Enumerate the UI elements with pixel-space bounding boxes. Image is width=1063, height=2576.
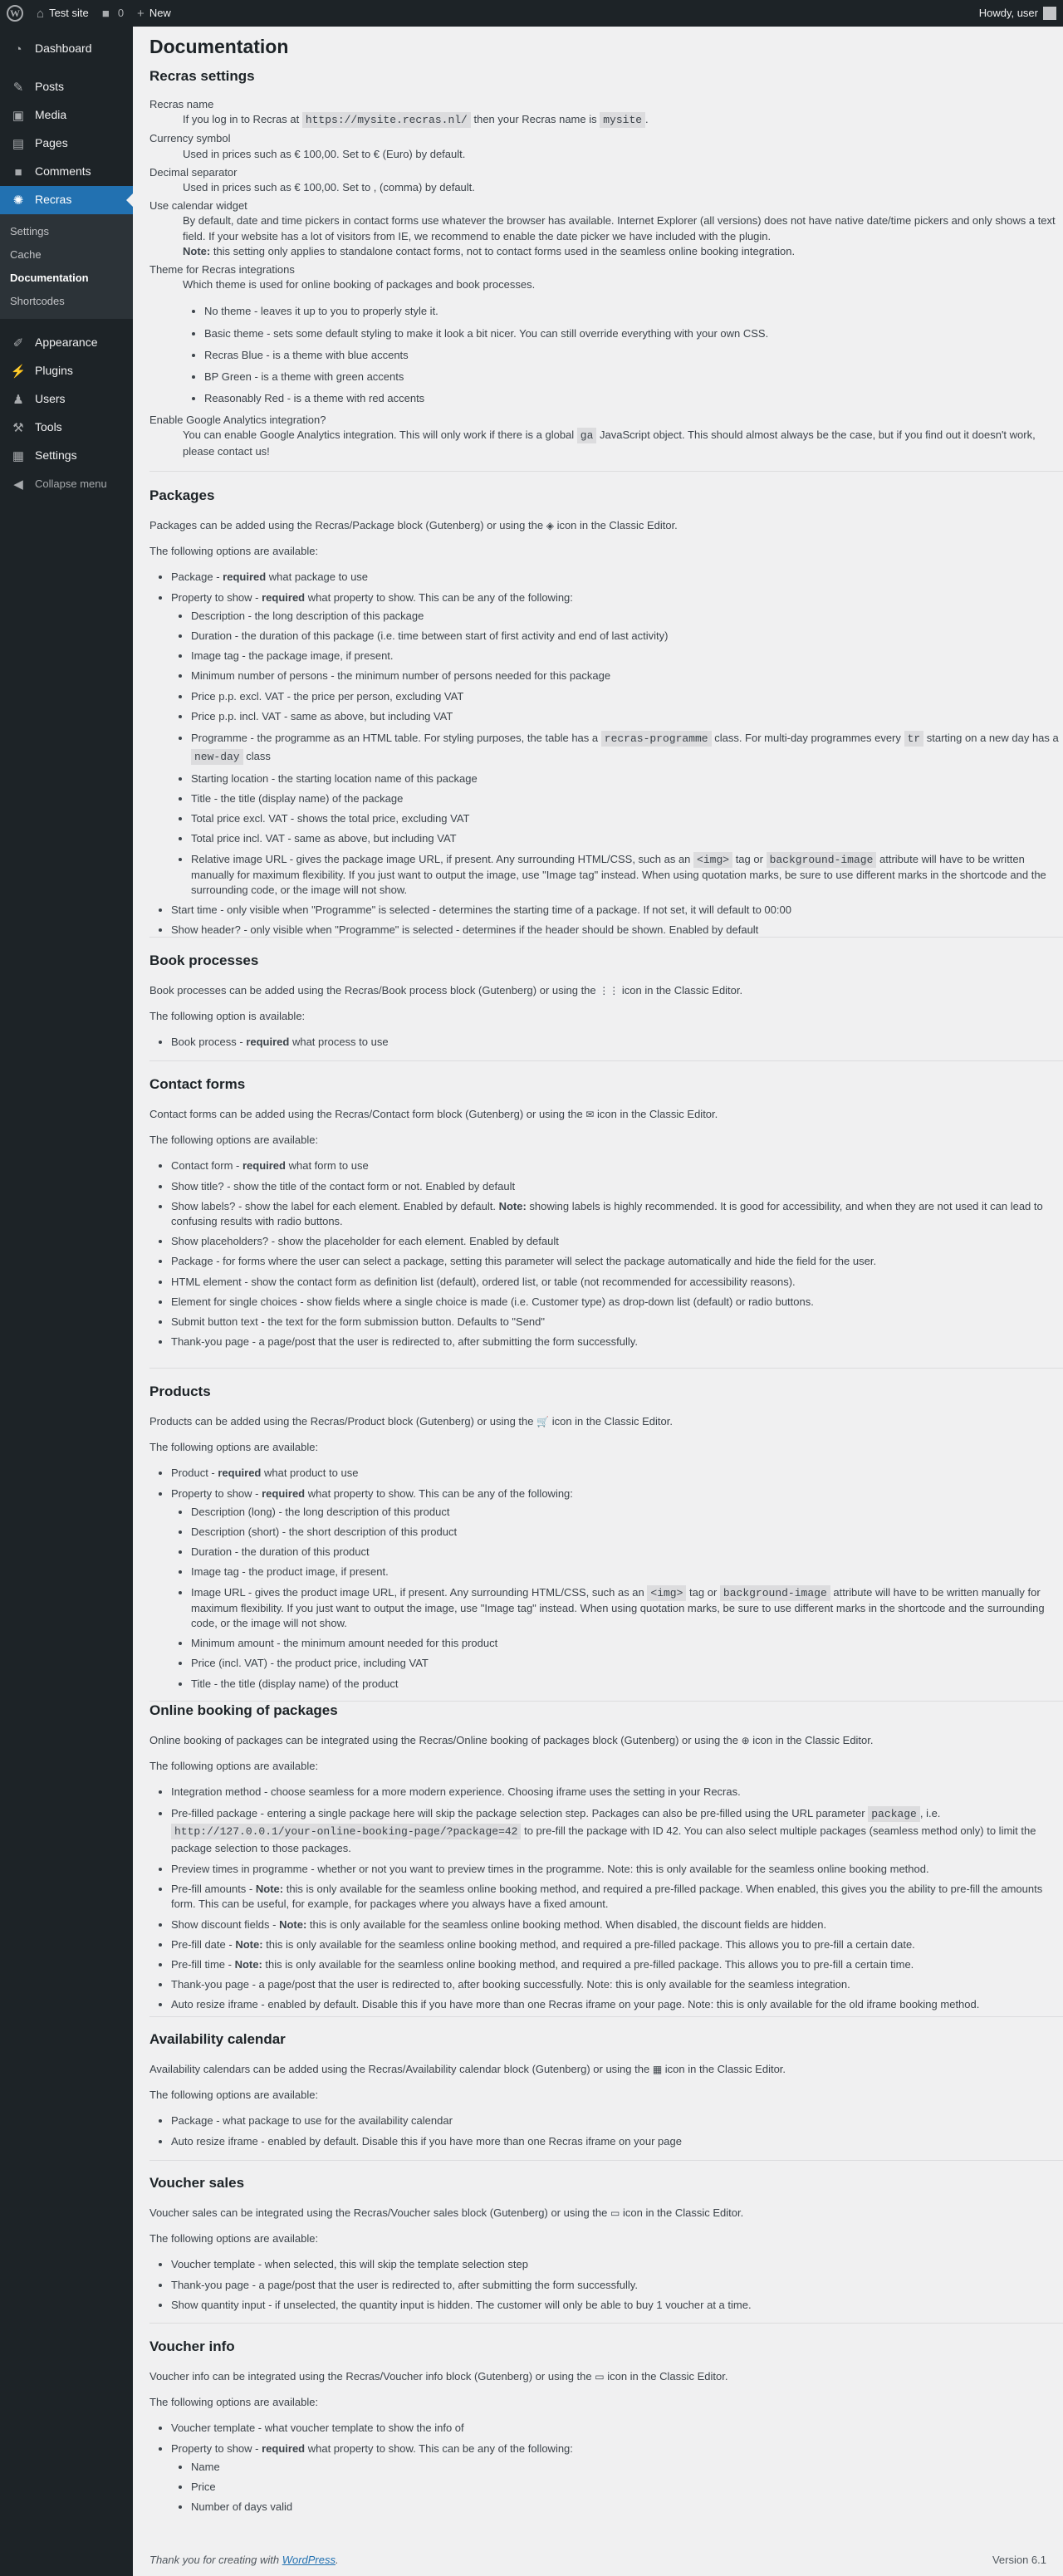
list-item: • Contact form - required what form to use (171, 1158, 1063, 1173)
options-intro: The following options are available: (149, 2396, 319, 2409)
list-item: • Property to show - required what property to show. This can be any of the following: • Description - the long description of this package • Duration - the duration of this package (i.e. time between start of first activity and end of last activity) • Image tag - the package image, if present. • Minimum number of persons - the minimum number of persons needed for this package • Price p.p. excl. VAT - the price per person, excluding VAT • Price p.p. incl. VAT - same as above, but including VAT • Programme - the programme as an HTML table. For styling purposes, the table has a recras-programme class. For multi-day programmes every tr starting on a new day has a new-day class • Starting location - the starting location name of this package • Title - the title (display name) of the package • Total price excl. VAT - shows the total price, excluding VAT • Total price incl. VAT - same as above, but including VAT • Relative image URL - gives the package image URL, if present. Any surrounding HTML/CSS, such as an <img> tag or background-image attribute will have to be written manually for maximum flexibility. If you just want to output the image, use "Image tag" instead. When using quotation marks, be sure to use different marks in the shortcode and the surrounding code, or the image will not show. (171, 590, 1063, 899)
availability-intro: Availability calendars can be added using the Recras/Availability calendar block (Gutenberg) or using the ▦ icon in the Classic Editor. (149, 2063, 786, 2076)
list-item: • Price (incl. VAT) - the product price, including VAT (191, 1656, 1063, 1671)
sidebar-item-recras[interactable] (0, 186, 133, 214)
list-item: • Show placeholders? - show the placeholder for each element. Enabled by default (171, 1234, 1063, 1249)
list-item: • Image tag - the product image, if present. (191, 1565, 1063, 1579)
collapse-menu-button[interactable] (0, 470, 133, 498)
list-item: • No theme - leaves it up to you to properly style it. (204, 304, 1063, 319)
code-snippet: background-image (767, 852, 877, 868)
contactforms-intro: Contact forms can be added using the Recras/Contact form block (Gutenberg) or using the ✉ icon in the Classic Editor. (149, 1108, 718, 1121)
voucherinfo-options (149, 2421, 1063, 2515)
options-intro: The following options are available: (149, 1760, 319, 1773)
list-item: • Description (short) - the short description of this product (191, 1525, 1063, 1540)
pin-icon: ✎ (12, 80, 24, 95)
list-item: • Description (long) - the long description of this product (191, 1505, 1063, 1520)
list-item: • HTML element - show the contact form as definition list (default), ordered list, or table (not recommended for accessibility reasons). (171, 1275, 1063, 1290)
code-snippet: <img> (647, 1585, 686, 1601)
list-item: • Title - the title (display name) of the product (191, 1677, 1063, 1692)
list-item: • Reasonably Red - is a theme with red accents (204, 391, 1063, 406)
footer (149, 2553, 1046, 2568)
submenu-item-settings[interactable]: Settings (10, 225, 49, 238)
products-options (149, 1466, 1063, 1691)
footer-thanks: Thank you for creating with WordPress. (149, 2554, 339, 2566)
options-intro: The following option is available: (149, 1010, 306, 1023)
plus-icon: + (137, 6, 145, 21)
bookprocesses-options (149, 1035, 1063, 1050)
divider (149, 937, 1063, 938)
theme-list (183, 304, 1063, 406)
section-heading: Book processes (149, 953, 259, 968)
package-icon: ◈ (546, 520, 554, 532)
list-item: • Minimum number of persons - the minimum number of persons needed for this package (191, 668, 1063, 683)
media-icon: ▣ (12, 108, 25, 123)
vouchersales-options (149, 2257, 1063, 2313)
ticket-icon: ▭ (595, 2371, 605, 2383)
code-snippet: tr (904, 731, 924, 747)
code-snippet: recras-programme (601, 731, 712, 747)
list-item: • Auto resize iframe - enabled by default. Disable this if you have more than one Recras iframe on your page (171, 2134, 1063, 2149)
list-item: • Minimum amount - the minimum amount needed for this product (191, 1636, 1063, 1651)
page-title: Documentation (149, 36, 289, 57)
section-heading: Packages (149, 487, 215, 503)
plug-icon: ⚡ (10, 364, 27, 379)
submenu-item-shortcodes[interactable]: Shortcodes (10, 295, 65, 307)
home-icon: ⌂ (37, 6, 45, 21)
calendar-desc: By default, date and time pickers in contact forms use whatever the browser has available. Internet Explorer (all versions) does not have native date/time pickers and only shows a text field. If your website has a lot of visitors from IE, we recommend to enable the date picker we have included with the plugin. Note: this setting only applies to standalone contact forms, not to contact forms used in the seamless online booking integration. (183, 214, 1056, 257)
products-intro: Products can be added using the Recras/Product block (Gutenberg) or using the 🛒 icon in the Classic Editor. (149, 1415, 673, 1428)
list-item: • Preview times in programme - whether or not you want to preview times in the programme. Note: this is only available for the seamless online booking method. (171, 1862, 1063, 1877)
sidebar-item-label: Tools (35, 420, 62, 434)
list-item: • Element for single choices - show fields where a single choice is made (i.e. Customer type) as drop-down list (default) or radio buttons. (171, 1295, 1063, 1310)
site-name: Test site (49, 6, 89, 19)
divider (149, 1060, 1063, 1061)
sidebar-item-plugins[interactable] (0, 357, 133, 385)
recras-submenu (0, 214, 133, 319)
packages-intro: Packages can be added using the Recras/Package block (Gutenberg) or using the ◈ icon in the Classic Editor. (149, 519, 678, 532)
envelope-icon: ✉ (585, 1109, 595, 1121)
list-item: • Name (191, 2460, 1063, 2475)
onlinebooking-intro: Online booking of packages can be integrated using the Recras/Online booking of packages block (Gutenberg) or using the ⊕ icon in the Classic Editor. (149, 1734, 874, 1747)
options-intro: The following options are available: (149, 1134, 319, 1147)
howdy-text: Howdy, user (978, 6, 1038, 19)
calendar-label: Use calendar widget (149, 199, 247, 213)
bookprocesses-section (149, 952, 1063, 1055)
ga-label: Enable Google Analytics integration? (149, 414, 326, 427)
list-item: • Show quantity input - if unselected, the quantity input is hidden. The customer will only be able to buy 1 voucher at a time. (171, 2298, 1063, 2313)
code-snippet: background-image (720, 1585, 830, 1601)
list-item: • Property to show - required what property to show. This can be any of the following: • Description (long) - the long description of this product • Description (short) - the short description of this product • Duration - the duration of this product • Image tag - the product image, if present. • Image URL - gives the product image URL, if present. Any surrounding HTML/CSS, such as an <img> tag or background-image attribute will have to be written manually for maximum flexibility. If you just want to output the image, use "Image tag" instead. When using quotation marks, be sure to use different marks in the shortcode and the surrounding code, or the image will not show. • Minimum amount - the minimum amount needed for this product • Price (incl. VAT) - the product price, including VAT • Title - the title (display name) of the product (171, 1486, 1063, 1692)
list-item: • Relative image URL - gives the package image URL, if present. Any surrounding HTML/CSS, such as an <img> tag or background-image attribute will have to be written manually for maximum flexibility. If you just want to output the image, use "Image tag" instead. When using quotation marks, be sure to use different marks in the shortcode and the surrounding code, or the image will not show. (191, 852, 1063, 899)
list-item: • Show header? - only visible when "Programme" is selected - determines if the header should be shown. Enabled by default (171, 923, 1063, 938)
comments-count: 0 (117, 6, 125, 19)
contactforms-options (149, 1158, 1063, 1349)
list-item: • Duration - the duration of this package (i.e. time between start of first activity and end of last activity) (191, 629, 1063, 644)
list-item: • Starting location - the starting location name of this package (191, 771, 1063, 786)
ticket-icon: ▭ (610, 2207, 620, 2220)
footer-version: Version 6.1 (992, 2554, 1046, 2566)
property-list (171, 2460, 1063, 2515)
vouchersales-intro: Voucher sales can be integrated using the Recras/Voucher sales block (Gutenberg) or using the ▭ icon in the Classic Editor. (149, 2206, 744, 2220)
list-item: • Show discount fields - Note: this is only available for the seamless online booking method. When disabled, the discount fields are hidden. (171, 1917, 1063, 1932)
divider (149, 2016, 1063, 2017)
currency-desc: Used in prices such as € 100,00. Set to € (Euro) by default. (183, 147, 466, 160)
list-item: • Show title? - show the title of the contact form or not. Enabled by default (171, 1179, 1063, 1194)
options-intro: The following options are available: (149, 1441, 319, 1454)
sidebar-item-users[interactable] (0, 385, 133, 414)
list-item: • Duration - the duration of this product (191, 1545, 1063, 1560)
section-heading: Recras settings (149, 68, 255, 84)
divider (149, 2160, 1063, 2161)
sidebar-item-dashboard[interactable] (0, 35, 133, 63)
divider (149, 2323, 1063, 2324)
list-item: • Thank-you page - a page/post that the user is redirected to, after submitting the form successfully. (171, 1335, 1063, 1349)
collapse-icon: ◀ (13, 477, 23, 492)
list-item: • Pre-filled package - entering a single package here will skip the package selection step. Packages can also be pre-filled using the URL parameter package , i.e. http://127.0.0.1/your-online-booking-page/?package=42 to pre-fill the package with ID 42. You can also select multiple packages (seamless method only) to limit the package selection to those packages. (171, 1805, 1063, 1857)
vouchersales-section (149, 2174, 1063, 2318)
admin-bar (0, 0, 1063, 27)
options-intro: The following options are available: (149, 545, 319, 558)
currency-label: Currency symbol (149, 132, 231, 145)
onlinebooking-section (149, 1702, 1063, 2018)
list-item: • Title - the title (display name) of the package (191, 791, 1063, 806)
property-list (171, 609, 1063, 898)
list-item: • Price p.p. excl. VAT - the price per person, excluding VAT (191, 689, 1063, 704)
list-item: • Image tag - the package image, if present. (191, 649, 1063, 664)
sidebar-item-label: Appearance (35, 335, 98, 350)
voucherinfo-intro: Voucher info can be integrated using the Recras/Voucher info block (Gutenberg) or using the ▭ icon in the Classic Editor. (149, 2370, 728, 2383)
sidebar-item-label: Comments (35, 164, 91, 179)
recras-name-label: Recras name (149, 98, 214, 111)
brush-icon: ✐ (12, 335, 24, 350)
book-process-icon: ⋮⋮ (599, 985, 620, 997)
main-content (149, 27, 1063, 2514)
theme-label: Theme for Recras integrations (149, 262, 295, 276)
sidebar-item-media[interactable] (0, 101, 133, 130)
submenu-item-documentation[interactable]: Documentation (10, 272, 89, 284)
code-snippet: ga (577, 428, 597, 443)
decimal-desc: Used in prices such as € 100,00. Set to , (comma) by default. (183, 181, 475, 194)
list-item: • Programme - the programme as an HTML table. For styling purposes, the table has a recras-programme class. For multi-day programmes every tr starting on a new day has a new-day class (191, 729, 1063, 766)
list-item: • Start time - only visible when "Programme" is selected - determines the starting time of a package. If not set, it will default to 00:00 (171, 903, 1063, 918)
site-name-link[interactable] (30, 0, 96, 27)
list-item: • Recras Blue - is a theme with blue accents (204, 348, 1063, 363)
page-icon: ▤ (12, 136, 25, 151)
calendar-icon: ▦ (652, 2064, 663, 2076)
divider (149, 471, 1063, 472)
availability-options (149, 2113, 1063, 2148)
admin-sidebar (0, 27, 133, 2576)
section-heading: Products (149, 1383, 211, 1399)
list-item: • Thank-you page - a page/post that the user is redirected to, after submitting the form successfully. (171, 2278, 1063, 2293)
contactforms-section (149, 1075, 1063, 1354)
sidebar-item-pages[interactable] (0, 130, 133, 158)
new-label: New (149, 6, 171, 19)
bookprocesses-intro: Book processes can be added using the Recras/Book process block (Gutenberg) or using the ⋮⋮ icon in the Classic Editor. (149, 984, 743, 997)
options-intro: The following options are available: (149, 2232, 319, 2245)
sidebar-item-label: Dashboard (35, 42, 92, 56)
products-section (149, 1383, 1063, 1697)
code-snippet: new-day (191, 749, 243, 765)
cart-icon: 🛒 (536, 1416, 550, 1428)
sidebar-item-comments[interactable] (0, 158, 133, 186)
collapse-label: Collapse menu (35, 477, 107, 490)
code-snippet: package (868, 1806, 920, 1822)
sidebar-item-posts[interactable] (0, 73, 133, 101)
list-item: • Total price incl. VAT - same as above, but including VAT (191, 831, 1063, 846)
list-item: • Submit button text - the text for the form submission button. Defaults to "Send" (171, 1315, 1063, 1330)
list-item: • Package - required what package to use (171, 570, 1063, 585)
list-item: • Number of days valid (191, 2500, 1063, 2515)
list-item: • Pre-fill time - Note: this is only available for the seamless online booking method, and required a pre-filled package. This allows you to pre-fill a certain time. (171, 1957, 1063, 1972)
code-snippet: https://mysite.recras.nl/ (302, 112, 471, 128)
comment-icon: ■ (101, 6, 110, 21)
list-item: • BP Green - is a theme with green accents (204, 370, 1063, 384)
list-item: • Voucher template - what voucher template to show the info of (171, 2421, 1063, 2436)
list-item: • Pre-fill date - Note: this is only available for the seamless online booking method, and required a pre-filled package. This allows you to pre-fill a certain date. (171, 1937, 1063, 1952)
list-item: • Basic theme - sets some default styling to make it look a bit nicer. You can still override everything with your own CSS. (204, 326, 1063, 341)
wordpress-logo-button[interactable] (0, 0, 30, 27)
list-item: • Book process - required what process to use (171, 1035, 1063, 1050)
ga-desc: You can enable Google Analytics integration. This will only work if there is a global ga JavaScript object. This should almost always be the case, but if you find out it doesn't work, please contact us! (183, 429, 1036, 458)
sidebar-item-label: Settings (35, 448, 77, 463)
sidebar-item-label: Users (35, 392, 66, 406)
comment-icon: ■ (14, 164, 22, 179)
code-snippet: mysite (600, 112, 645, 128)
list-item: • Pre-fill amounts - Note: this is only available for the seamless online booking method, and required a pre-filled package. When enabled, this gives you the ability to pre-fill the amounts form. This can be useful, for example, for packages where you always have a fixed amount. (171, 1882, 1063, 1912)
sidebar-item-label: Pages (35, 136, 68, 150)
recras-name-desc: If you log in to Recras at https://mysite.recras.nl/ then your Recras name is mysite . (183, 113, 649, 127)
list-item: • Description - the long description of this package (191, 609, 1063, 624)
dashboard-icon: ◔ (14, 42, 22, 56)
sidebar-item-tools[interactable] (0, 414, 133, 442)
list-item: • Image URL - gives the product image URL, if present. Any surrounding HTML/CSS, such as an <img> tag or background-image attribute will have to be written manually for maximum flexibility. If you just want to output the image, use "Image tag" instead. When using quotation marks, be sure to use different marks in the shortcode and the surrounding code, or the image will not show. (191, 1585, 1063, 1632)
list-item: • Voucher template - when selected, this will skip the template selection step (171, 2257, 1063, 2272)
list-item: • Property to show - required what property to show. This can be any of the following: • Name • Price • Number of days valid (171, 2441, 1063, 2515)
sidebar-item-label: Media (35, 108, 67, 122)
wordpress-logo-icon: W (7, 5, 23, 22)
wrench-icon: ⚒ (12, 420, 24, 435)
globe-icon: ⊕ (741, 1735, 750, 1747)
sidebar-item-label: Recras (35, 193, 72, 207)
wordpress-link[interactable]: WordPress (282, 2554, 336, 2566)
divider (149, 1368, 1063, 1369)
list-item: • Total price excl. VAT - shows the total price, excluding VAT (191, 811, 1063, 826)
section-heading: Contact forms (149, 1076, 246, 1092)
sidebar-item-appearance[interactable] (0, 329, 133, 357)
decimal-label: Decimal separator (149, 165, 238, 179)
options-intro: The following options are available: (149, 2089, 319, 2102)
comments-link[interactable] (96, 0, 130, 27)
theme-desc: Which theme is used for online booking of packages and book processes. (183, 278, 536, 291)
sidebar-item-label: Plugins (35, 364, 73, 378)
list-item: • Auto resize iframe - enabled by default. Disable this if you have more than one Recras iframe on your page. Note: this is only available for the old iframe booking method. (171, 1997, 1063, 2012)
code-snippet: <img> (693, 852, 732, 868)
list-item: • Package - for forms where the user can select a package, setting this parameter will select the package automatically and hide the field for the user. (171, 1254, 1063, 1269)
section-heading: Voucher info (149, 2338, 235, 2354)
submenu-item-cache[interactable]: Cache (10, 248, 42, 261)
new-content-link[interactable] (130, 0, 178, 27)
packages-options (149, 570, 1063, 938)
packages-section (149, 487, 1063, 943)
voucherinfo-section (149, 2338, 1063, 2520)
gear-icon: ✺ (12, 193, 24, 208)
list-item: • Show labels? - show the label for each element. Enabled by default. Note: showing labels is highly recommended. It is good for accessibility, and when they are not used it can lead to confusing results with radio buttons. (171, 1199, 1063, 1229)
list-item: • Price p.p. incl. VAT - same as above, but including VAT (191, 709, 1063, 724)
list-item: • Product - required what product to use (171, 1466, 1063, 1481)
section-heading: Voucher sales (149, 2175, 245, 2191)
settings-icon: ▦ (12, 448, 25, 463)
onlinebooking-options (149, 1785, 1063, 2012)
property-list (171, 1505, 1063, 1692)
user-icon: ♟ (12, 392, 24, 407)
section-heading: Online booking of packages (149, 1702, 338, 1718)
list-item: • Price (191, 2480, 1063, 2495)
recras-settings-section (149, 67, 1063, 459)
section-heading: Availability calendar (149, 2031, 286, 2047)
list-item: • Thank-you page - a page/post that the user is redirected to, after booking successfully. Note: this is only available for the seamless integration. (171, 1977, 1063, 1992)
availability-section (149, 2030, 1063, 2154)
code-snippet: http://127.0.0.1/your-online-booking-page/?package=42 (171, 1824, 521, 1839)
list-item: • Package - what package to use for the availability calendar (171, 2113, 1063, 2128)
list-item: • Integration method - choose seamless for a more modern experience. Choosing iframe uses the setting in your Recras. (171, 1785, 1063, 1800)
account-menu[interactable] (972, 0, 1063, 27)
avatar (1043, 7, 1056, 20)
sidebar-item-settings[interactable] (0, 442, 133, 470)
sidebar-item-label: Posts (35, 80, 65, 94)
